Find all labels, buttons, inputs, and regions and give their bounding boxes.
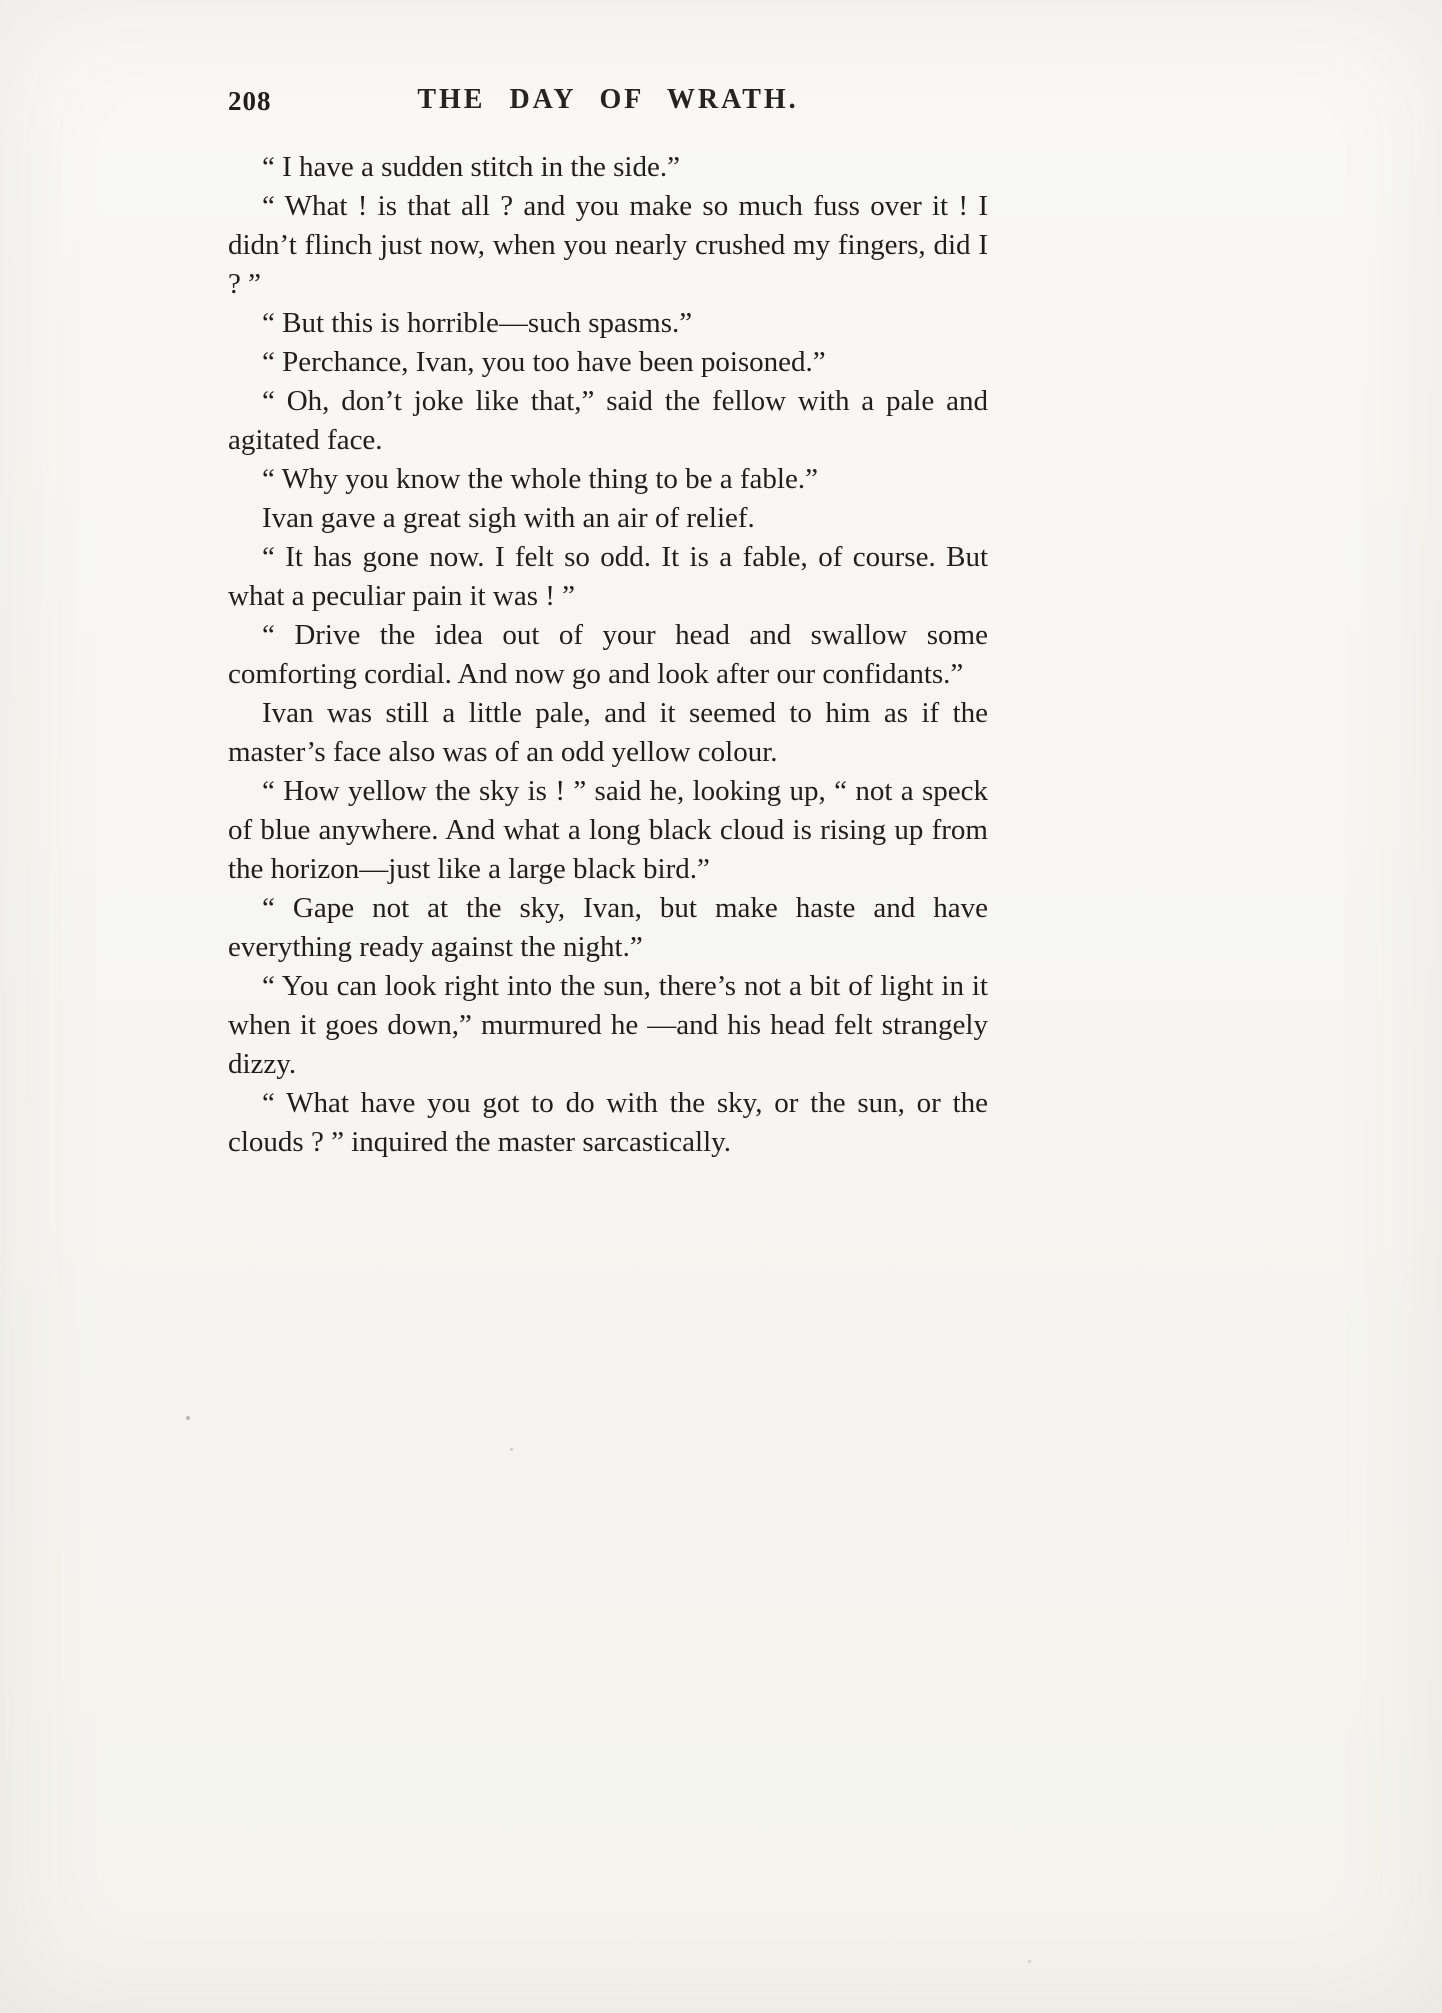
scan-speck — [1028, 1960, 1031, 1963]
paragraph: “ What ! is that all ? and you make so much fuss over it ! I didn’t flinch just now, when you nearly crushed my fingers, did I ? ” — [228, 190, 988, 300]
paragraph: Ivan was still a little pale, and it seemed to him as if the master’s face also was of an odd yellow colour. — [228, 697, 988, 768]
running-header — [228, 84, 988, 124]
paragraph: “ You can look right into the sun, there’s not a bit of light in it when it goes down,” murmured he —and his head felt strangely dizzy. — [228, 970, 988, 1080]
page-number: 208 — [228, 86, 272, 116]
paragraph: “ I have a sudden stitch in the side.” — [262, 151, 680, 183]
paragraph: Ivan gave a great sigh with an air of relief. — [262, 502, 755, 534]
running-title: THE DAY OF WRATH. — [417, 84, 799, 115]
paragraph: “ How yellow the sky is ! ” said he, looking up, “ not a speck of blue anywhere. And what a long black cloud is rising up from the horizon—just like a large black bird.” — [228, 775, 988, 885]
scan-speck — [186, 1416, 190, 1420]
paragraph: “ Perchance, Ivan, you too have been poisoned.” — [262, 346, 826, 378]
paragraph: “ Drive the idea out of your head and swallow some comforting cordial. And now go and look after our confidants.” — [228, 619, 988, 690]
paragraph: “ But this is horrible—such spasms.” — [262, 307, 693, 339]
body-text — [228, 148, 988, 1162]
scan-speck — [510, 1448, 513, 1451]
paragraph: “ It has gone now. I felt so odd. It is a fable, of course. But what a peculiar pain it was ! ” — [228, 541, 988, 612]
paragraph: “ Why you know the whole thing to be a fable.” — [262, 463, 818, 495]
paragraph: “ Oh, don’t joke like that,” said the fellow with a pale and agitated face. — [228, 385, 988, 456]
paragraph: “ Gape not at the sky, Ivan, but make haste and have everything ready against the night.” — [228, 892, 988, 963]
paragraph: “ What have you got to do with the sky, or the sun, or the clouds ? ” inquired the master sarcastically. — [228, 1087, 988, 1158]
